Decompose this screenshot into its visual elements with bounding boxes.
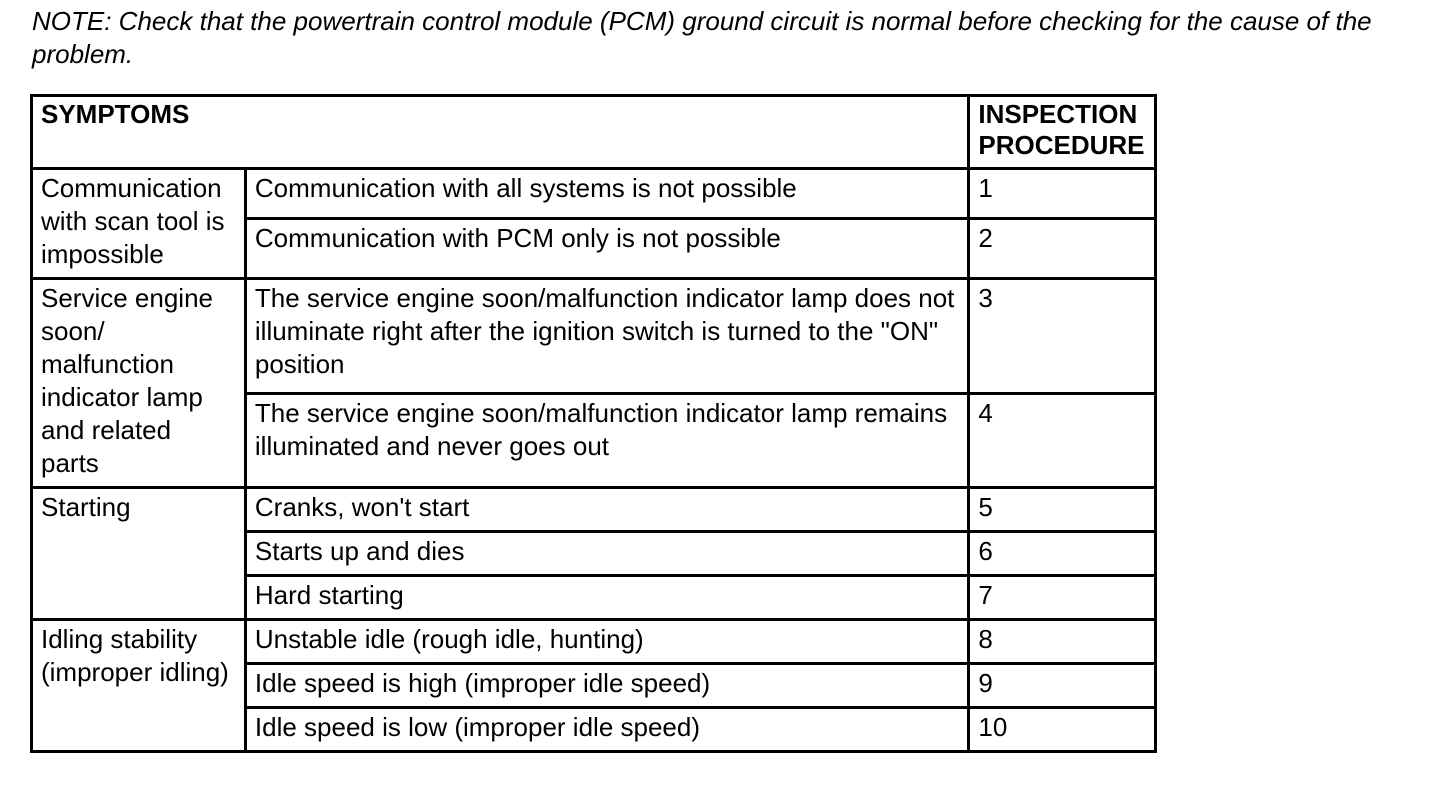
procedure-cell: 6 — [969, 532, 1156, 576]
symptom-cell: Idle speed is low (improper idle speed) — [245, 708, 968, 752]
procedure-cell: 3 — [969, 279, 1156, 394]
header-inspection-procedure: INSPECTION PROCEDURE — [969, 96, 1156, 169]
symptom-cell: Idle speed is high (improper idle speed) — [245, 664, 968, 708]
category-cell: Communication with scan tool is impossible — [32, 169, 246, 279]
table-row — [32, 279, 1156, 394]
table-row — [32, 169, 1156, 219]
symptom-cell: Cranks, won't start — [245, 488, 968, 532]
category-cell: Service engine soon/ malfunction indicator lamp and related parts — [32, 279, 246, 488]
procedure-cell: 7 — [969, 576, 1156, 620]
procedure-cell: 10 — [969, 708, 1156, 752]
table-row — [32, 488, 1156, 532]
symptoms-table — [30, 94, 1157, 753]
table-row — [32, 620, 1156, 664]
symptom-cell: Starts up and dies — [245, 532, 968, 576]
procedure-cell: 9 — [969, 664, 1156, 708]
symptom-cell: The service engine soon/malfunction indicator lamp remains illuminated and never goes out — [245, 393, 968, 487]
procedure-cell: 5 — [969, 488, 1156, 532]
symptom-cell: Communication with PCM only is not possible — [245, 219, 968, 279]
symptom-cell: The service engine soon/malfunction indicator lamp does not illuminate right after the ignition switch is turned to the "ON" position — [245, 279, 968, 394]
symptom-cell: Communication with all systems is not possible — [245, 169, 968, 219]
symptom-cell: Hard starting — [245, 576, 968, 620]
category-cell: Idling stability (improper idling) — [32, 620, 246, 752]
procedure-cell: 2 — [969, 219, 1156, 279]
procedure-cell: 4 — [969, 393, 1156, 487]
procedure-cell: 1 — [969, 169, 1156, 219]
symptom-cell: Unstable idle (rough idle, hunting) — [245, 620, 968, 664]
header-symptoms: SYMPTOMS — [32, 96, 969, 169]
table-header-row — [32, 96, 1156, 169]
procedure-cell: 8 — [969, 620, 1156, 664]
category-cell: Starting — [32, 488, 246, 620]
note-text: NOTE: Check that the powertrain control module (PCM) ground circuit is normal before checking for the cause of the problem. — [32, 6, 1372, 69]
